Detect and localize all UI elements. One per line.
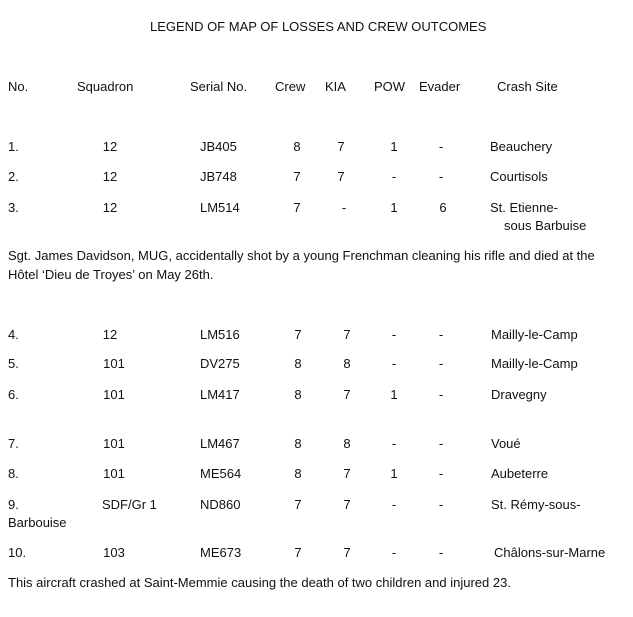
header-crash-site: Crash Site [497,79,558,94]
row-crash-site: Voué [491,436,521,451]
row-pow: - [391,545,397,560]
row-evader: 6 [439,200,447,215]
row-kia: - [341,200,347,215]
row-kia: 8 [343,356,351,371]
row-crash-site: Courtisols [490,169,548,184]
row-kia: 7 [343,466,351,481]
row-squadron: 12 [102,327,118,342]
row-evader: - [438,356,444,371]
row-pow: 1 [390,200,398,215]
row-crash-site: Mailly-le-Camp [491,327,578,342]
row-crash-site: Mailly-le-Camp [491,356,578,371]
row-squadron: 101 [103,356,125,371]
row-no: 1. [8,139,19,154]
row-no: 3. [8,200,19,215]
row-evader: - [438,466,444,481]
row-no: 10. [8,545,27,560]
row-crash-site: Châlons-sur-Marne [494,545,606,560]
row-crew: 8 [294,356,302,371]
row-evader: - [438,436,444,451]
row-kia: 7 [343,497,351,512]
row-evader: - [438,169,444,184]
row-squadron: 12 [102,169,118,184]
row-crash-site: St. Etienne- [490,200,558,215]
row-no: 7. [8,436,19,451]
row-crew: 7 [294,545,302,560]
row-serial: DV275 [200,356,240,371]
row-pow: - [391,356,397,371]
row-evader: - [438,545,444,560]
row-pow: - [391,327,397,342]
row-evader: - [438,387,444,402]
header-no: No. [8,79,29,94]
row-serial: LM516 [200,327,240,342]
row-crew: 8 [294,387,302,402]
row-serial: ME673 [200,545,242,560]
document-title: LEGEND OF MAP OF LOSSES AND CREW OUTCOMES [150,19,487,34]
header-squadron: Squadron [77,79,134,94]
note-davidson-line2: Hôtel ‘Dieu de Troyes’ on May 26th. [8,267,214,282]
row-no: 5. [8,356,19,371]
row-no: 8. [8,466,19,481]
row-serial: ND860 [200,497,241,512]
row-squadron: 101 [103,387,125,402]
note-davidson-line1: Sgt. James Davidson, MUG, accidentally shot by a young Frenchman cleaning his rifle and died at the [8,248,595,263]
row-crew: 7 [294,327,302,342]
row-serial: ME564 [200,466,242,481]
row-squadron: 101 [103,436,125,451]
row-serial: LM467 [200,436,240,451]
row-pow: 1 [390,466,398,481]
header-evader: Evader [419,79,461,94]
header-pow: POW [374,79,406,94]
row-crash-site: St. Rémy-sous- [491,497,581,512]
row-crew: 7 [294,497,302,512]
row-kia: 8 [343,436,351,451]
row-no: 4. [8,327,19,342]
row-no: 9. [8,497,19,512]
row-crash-site: Beauchery [490,139,553,154]
note-saint-memmie: This aircraft crashed at Saint-Memmie causing the death of two children and injured 23. [8,575,511,590]
row-pow: - [391,436,397,451]
row-no: 6. [8,387,19,402]
row-evader: - [438,139,444,154]
row-pow: 1 [390,387,398,402]
row-crash-site-cont: sous Barbuise [504,218,587,233]
row-crash-site: Dravegny [491,387,547,402]
row-pow: 1 [390,139,398,154]
row-crew: 8 [293,139,301,154]
row-pow: - [391,169,397,184]
row-serial: LM514 [200,200,240,215]
row-kia: 7 [343,545,351,560]
row-squadron: 12 [102,200,118,215]
row-crew: 7 [293,200,301,215]
row-crash-site: Aubeterre [491,466,549,481]
row-kia: 7 [337,169,345,184]
row-kia: 7 [343,327,351,342]
row-crew: 7 [293,169,301,184]
row-squadron: 101 [103,466,125,481]
row-crew: 8 [294,436,302,451]
row-serial: JB405 [200,139,237,154]
row-serial: JB748 [200,169,237,184]
row-crash-site-cont: Barbouise [8,515,67,530]
row-crew: 8 [294,466,302,481]
row-pow: - [391,497,397,512]
header-kia: KIA [325,79,346,94]
row-serial: LM417 [200,387,240,402]
header-serial: Serial No. [190,79,248,94]
row-evader: - [438,497,444,512]
row-squadron: SDF/Gr 1 [102,497,157,512]
header-crew: Crew [275,79,306,94]
row-kia: 7 [337,139,345,154]
row-evader: - [438,327,444,342]
row-squadron: 103 [103,545,125,560]
row-squadron: 12 [102,139,118,154]
row-no: 2. [8,169,19,184]
row-kia: 7 [343,387,351,402]
